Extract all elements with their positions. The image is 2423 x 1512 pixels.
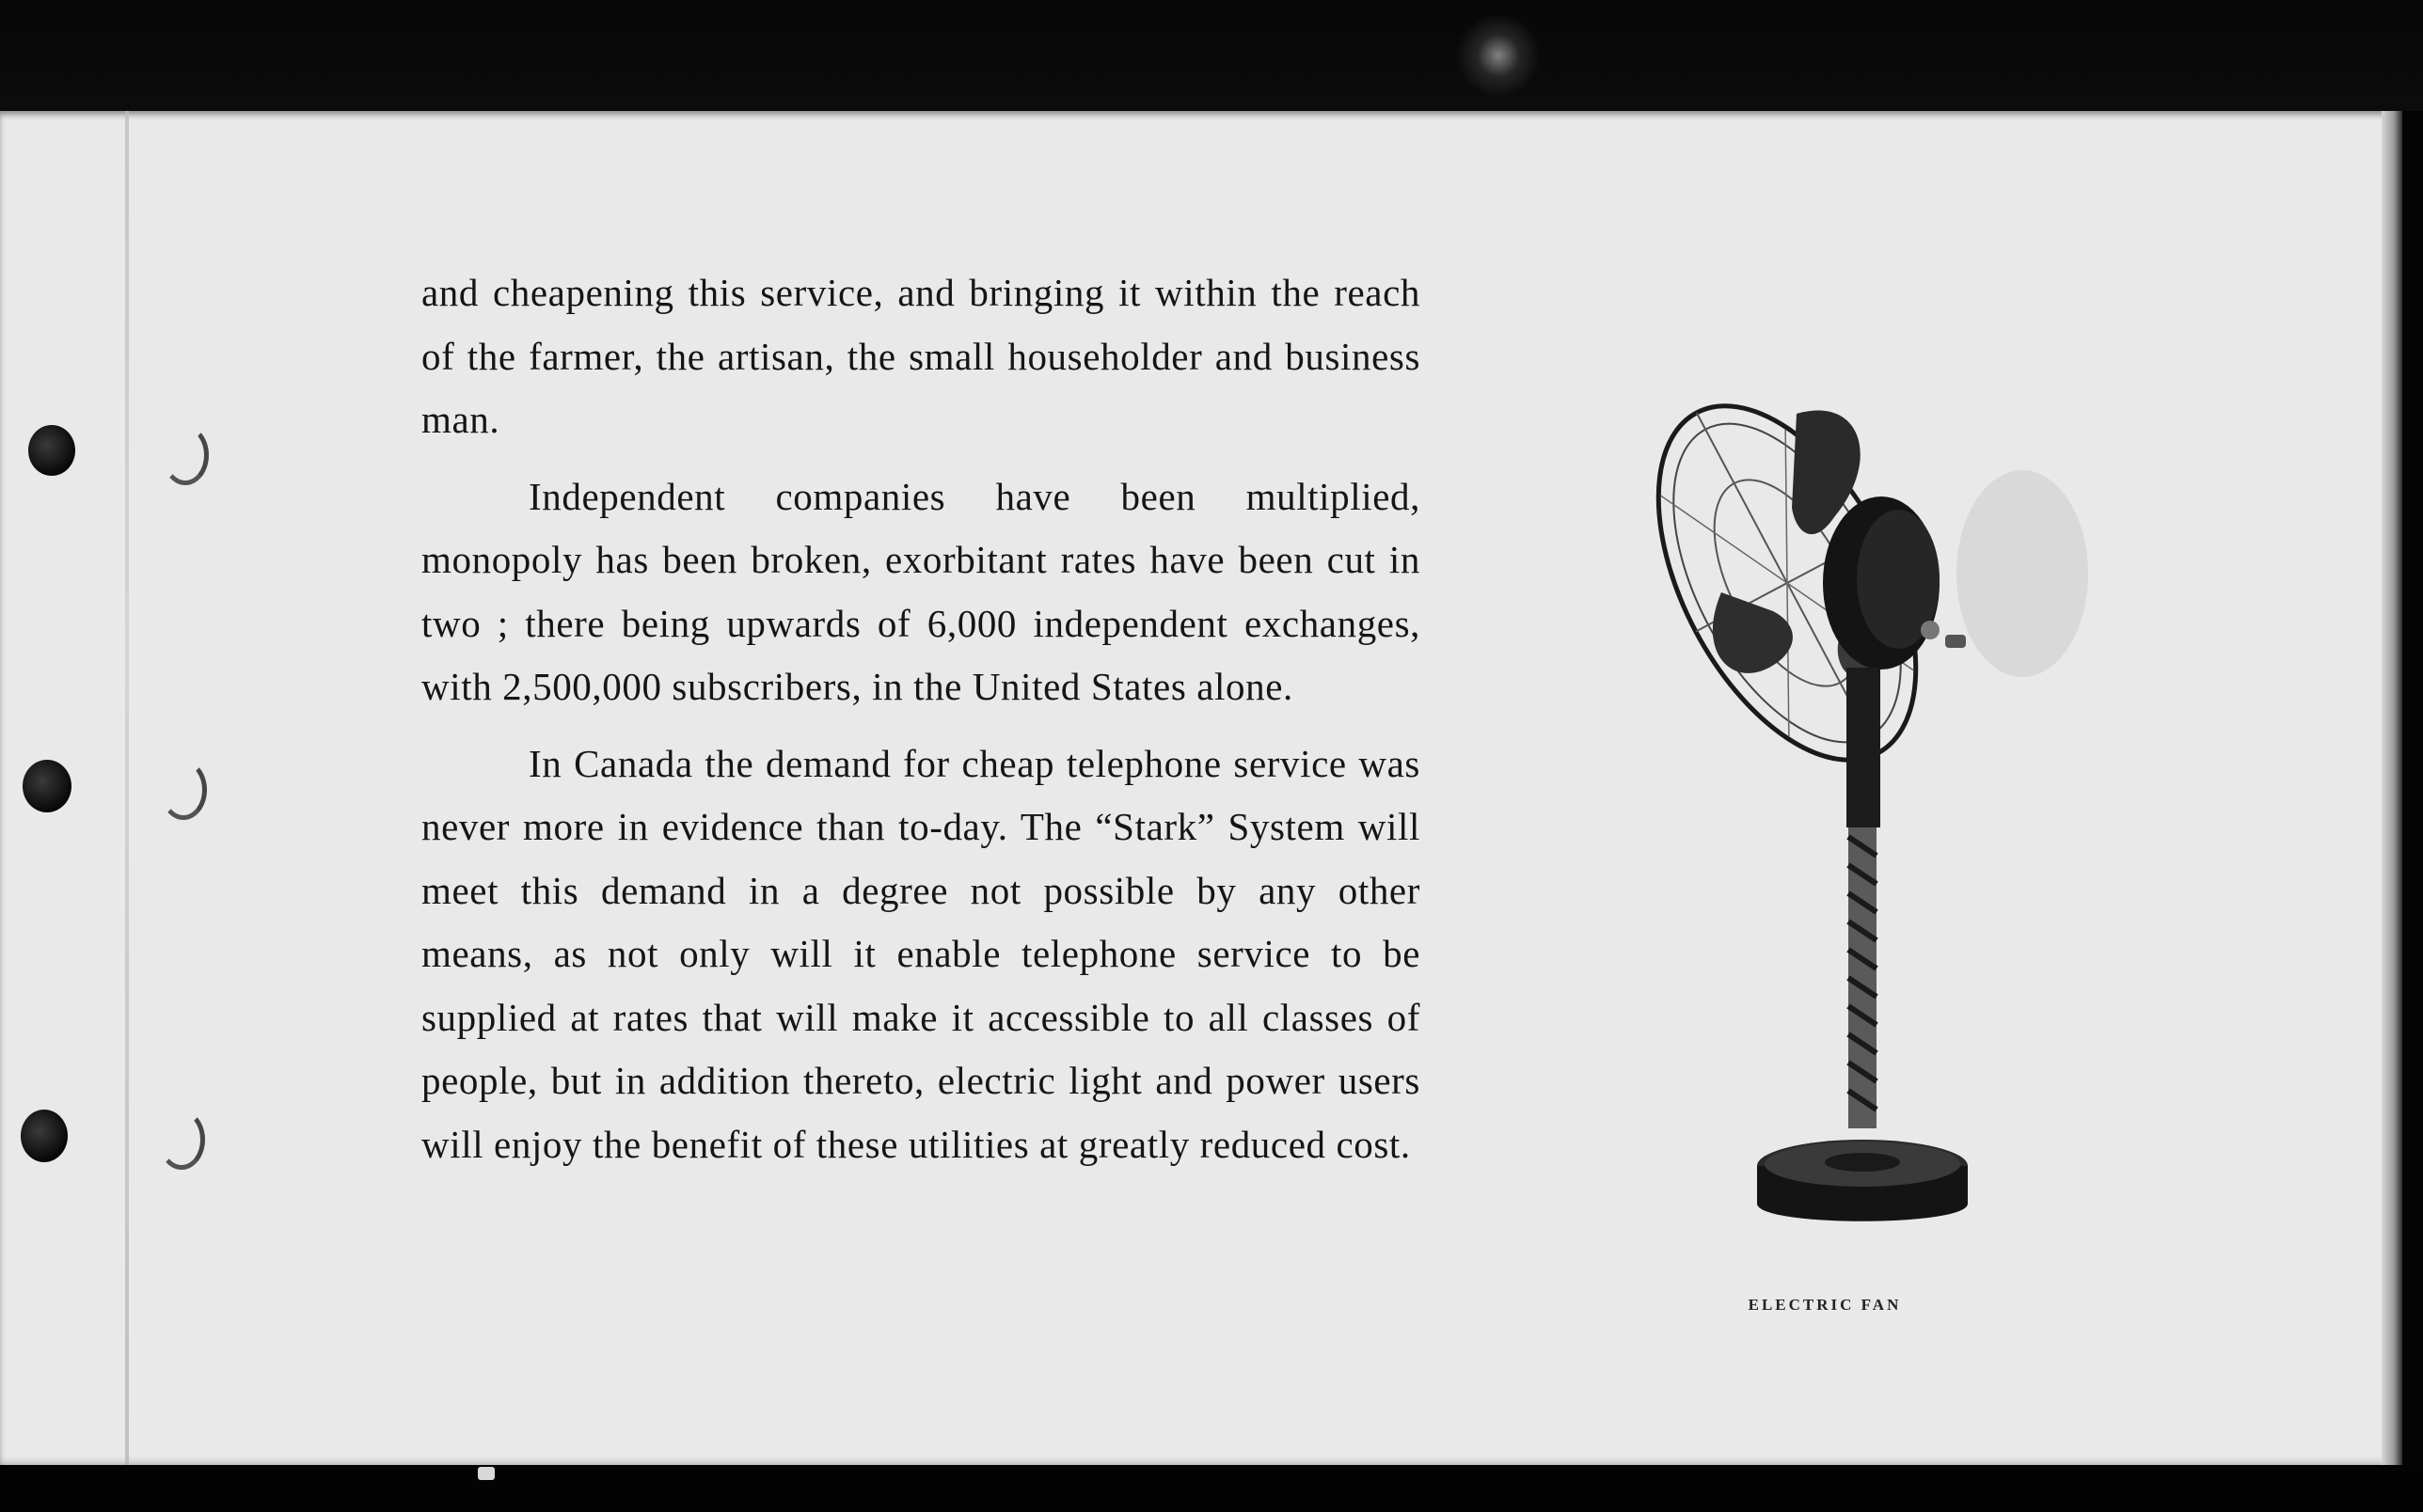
paragraph-2: Independent companies have been multiplied, monopoly has been broken, exorbitant rates have been cut in two ; there being upwards of 6,000 independent exchanges, with 2,500,000 subscribers, in the United States alone.: [421, 474, 1420, 708]
binder-hole-shadow-top: [162, 425, 209, 485]
binder-hole-shadow-bottom: [158, 1110, 205, 1170]
binder-hole-middle: [23, 760, 71, 812]
binding-fold: [125, 111, 129, 1465]
scan-bottom-border: [0, 1465, 2423, 1512]
paragraph-1: and cheapening this service, and bringing it within the reach of the farmer, the artisan, the small householder and business man.: [421, 271, 1420, 441]
binder-hole-shadow-middle: [160, 760, 207, 820]
light-glare: [1456, 13, 1541, 98]
body-text: [421, 261, 1420, 1189]
binder-hole-bottom: [21, 1110, 68, 1162]
paragraph-3: In Canada the demand for cheap telephone service was never more in evidence than to-day. The “Stark” System will meet this demand in a degree not possible by any other means, as not only will it enable telephone service to be supplied at rates that will make it accessible to all classes of people, but in addition thereto, electric light and power users will enjoy the benefit of these utilities at greatly reduced cost.: [421, 741, 1420, 1166]
binder-hole-top: [28, 425, 75, 476]
illustration-caption: ELECTRIC FAN: [1748, 1296, 1902, 1314]
page-edge: [2382, 111, 2402, 1465]
scan-top-border: [0, 0, 2423, 111]
electric-fan-icon: [1580, 357, 2107, 1260]
scan-artifact: [478, 1467, 495, 1480]
